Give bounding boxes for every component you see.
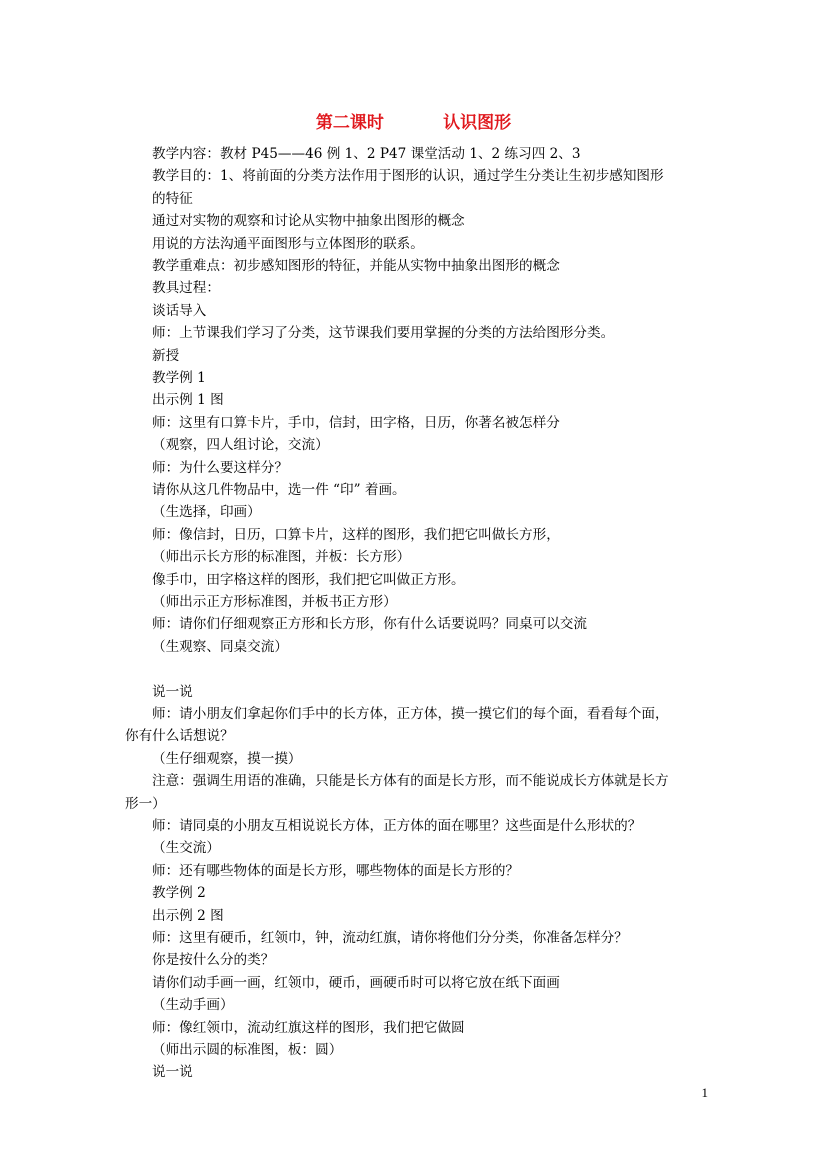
text-line: （生观察、同桌交流） bbox=[152, 638, 288, 655]
text-line: 形一） bbox=[125, 795, 166, 812]
text-line: 你有什么话想说？ bbox=[125, 728, 234, 745]
text-line: 教学例 1 bbox=[152, 370, 206, 386]
text-line: 师：请小朋友们拿起你们手中的长方体，正方体，摸一摸它们的每个面，看看每个面， bbox=[152, 706, 669, 722]
document-title: 第二课时 认识图形 bbox=[315, 113, 512, 133]
text-line: （生交流） bbox=[152, 840, 220, 857]
text-line: （生选择，印画） bbox=[152, 504, 261, 521]
text-line: 通过对实物的观察和讨论从实物中抽象出图形的概念 bbox=[152, 213, 465, 230]
text-line: （师出示长方形的标准图，并板：长方形） bbox=[152, 549, 411, 566]
text-line: 师：上节课我们学习了分类，这节课我们要用掌握的分类的方法给图形分类。 bbox=[152, 325, 615, 342]
text-line: （生动手画） bbox=[152, 997, 234, 1014]
text-line: （观察，四人组讨论，交流） bbox=[152, 437, 329, 454]
text-line: 教具过程： bbox=[152, 280, 220, 297]
text-line: 师：这里有硬币，红领巾，钟，流动红旗，请你将他们分分类，你准备怎样分？ bbox=[152, 930, 628, 946]
text-line: 师：像红领巾，流动红旗这样的图形，我们把它做圆 bbox=[152, 1019, 465, 1036]
text-line: 教学目的：1、将前面的分类方法作用于图形的认识，通过学生分类让生初步感知图形 bbox=[152, 168, 664, 185]
text-line: 师：请同桌的小朋友互相说说长方体，正方体的面在哪里？这些面是什么形状的？ bbox=[152, 818, 642, 834]
page-number: 1 bbox=[701, 1085, 708, 1100]
text-line: 师：像信封，日历，口算卡片，这样的图形，我们把它叫做长方形， bbox=[152, 526, 560, 543]
text-line: 师：为什么要这样分？ bbox=[152, 459, 288, 476]
text-line: 教学内容：教材 P45——46 例 1、2 P47 课堂活动 1、2 练习四 2、3 bbox=[152, 146, 581, 162]
text-line: 用说的方法沟通平面图形与立体图形的联系。 bbox=[152, 235, 424, 252]
text-line: （师出示圆的标准图，板：圆） bbox=[152, 1042, 343, 1058]
text-line: 请你从这几件物品中，选一件 “印” 着画。 bbox=[152, 482, 406, 498]
text-line: 注意：强调生用语的准确，只能是长方体有的面是长方形，而不能说成长方体就是长方 bbox=[152, 773, 669, 790]
text-line: 出示例 2 图 bbox=[152, 907, 224, 924]
text-line: 教学重难点：初步感知图形的特征，并能从实物中抽象出图形的概念 bbox=[152, 258, 560, 274]
text-line: 新授 bbox=[152, 347, 180, 364]
text-line: 说一说 bbox=[152, 1064, 193, 1081]
text-line: 请你们动手画一画，红领巾，硬币，画硬币时可以将它放在纸下面画 bbox=[152, 974, 560, 991]
text-line: 谈话导入 bbox=[152, 302, 207, 319]
text-line: （生仔细观察，摸一摸） bbox=[152, 750, 302, 767]
text-line: 师：这里有口算卡片，手巾，信封，田字格，日历，你著名被怎样分 bbox=[152, 414, 560, 431]
text-line: 出示例 1 图 bbox=[152, 392, 224, 409]
text-line: 你是按什么分的类？ bbox=[152, 952, 275, 969]
text-line: 的特征 bbox=[152, 190, 193, 207]
text-line: 师：还有哪些物体的面是长方形，哪些物体的面是长方形的？ bbox=[152, 862, 520, 879]
text-line: 师：请你们仔细观察正方形和长方形，你有什么话要说吗？同桌可以交流 bbox=[152, 616, 587, 633]
text-line: 说一说 bbox=[152, 683, 193, 700]
text-line: 像手巾，田字格这样的图形，我们把它叫做正方形。 bbox=[152, 571, 465, 588]
text-line: （师出示正方形标准图，并板书正方形） bbox=[152, 594, 397, 610]
text-line: 教学例 2 bbox=[152, 885, 206, 902]
